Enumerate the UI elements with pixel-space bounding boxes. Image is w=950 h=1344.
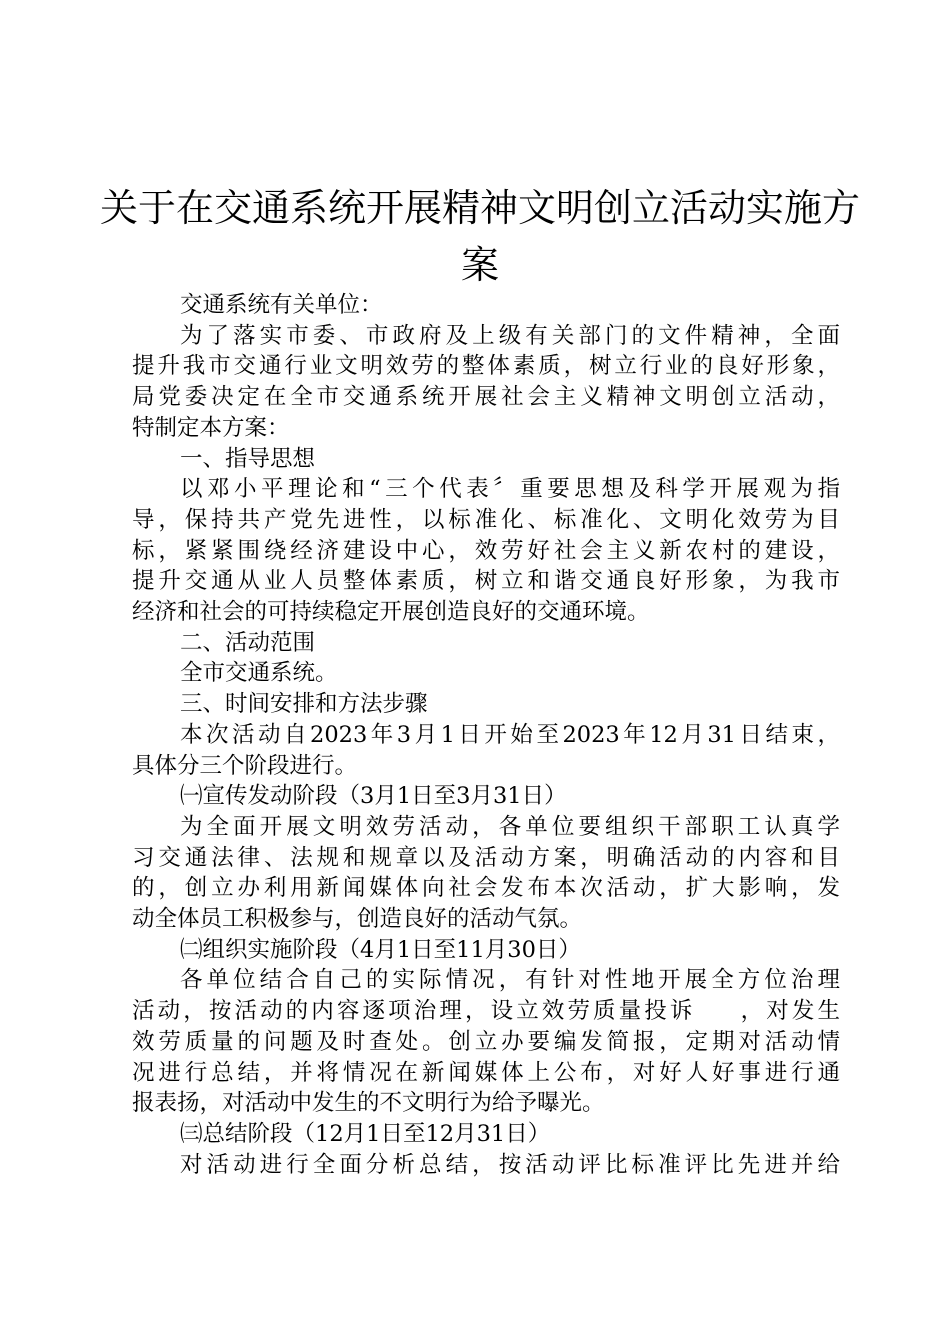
intro-line-3: 局党委决定在全市交通系统开展社会主义精神文明创立活动， — [132, 384, 840, 411]
section1-line-5: 经济和社会的可持续稳定开展创造良好的交通环境。 — [132, 599, 650, 626]
section2-paragraph — [132, 658, 840, 689]
stage3-heading — [132, 1119, 840, 1150]
document-title-line-1: 关于在交通系统开展精神文明创立活动实施方 — [100, 186, 861, 230]
section3-line-1: 本次活动自2023年3月1日开始至2023年12月31日结束， — [180, 721, 840, 748]
salutation-text: 交通系统有关单位： — [180, 292, 383, 318]
section2-heading — [132, 628, 840, 659]
section3-heading — [132, 689, 840, 720]
stage2-heading-text: ㈡组织实施阶段（4月1日至11月30日） — [180, 936, 581, 963]
section1-paragraph — [132, 474, 840, 628]
section2-heading-text: 二、活动范围 — [180, 629, 316, 656]
section1-heading — [132, 444, 840, 475]
stage3-heading-text: ㈢总结阶段（12月1日至12月31日） — [180, 1120, 551, 1147]
stage2-line-5: 报表扬，对活动中发生的不文明行为给予曝光。 — [132, 1090, 605, 1117]
section1-line-1: 以邓小平理论和“三个代表〞重要思想及科学开展观为指 — [180, 476, 840, 503]
salutation — [132, 290, 840, 321]
stage1-line-1: 为全面开展文明效劳活动，各单位要组织干部职工认真学 — [180, 813, 840, 840]
intro-line-1: 为了落实市委、市政府及上级有关部门的文件精神，全面 — [180, 322, 840, 349]
document-title-line-2: 案 — [460, 243, 499, 287]
stage1-line-4: 动全体员工积极参与，创造良好的活动气氛。 — [132, 906, 583, 933]
stage2-line-1: 各单位结合自己的实际情况，有针对性地开展全方位治理 — [180, 967, 840, 994]
stage2-heading — [132, 935, 840, 966]
stage1-heading-text: ㈠宣传发动阶段（3月1日至3月31日） — [180, 783, 567, 810]
section2-text: 全市交通系统。 — [180, 660, 338, 687]
stage2-line-2-part-1: 活动，按活动的内容逐项治理，设立效劳质量投诉 — [132, 998, 696, 1025]
stage1-heading — [132, 781, 840, 812]
stage3-line-1: 对活动进行全面分析总结，按活动评比标准评比先进并给 — [180, 1151, 840, 1178]
section3-paragraph — [132, 720, 840, 781]
intro-line-4: 特制定本方案： — [132, 414, 290, 441]
stage1-line-3: 的，创立办利用新闻媒体向社会发布本次活动，扩大影响，发 — [132, 875, 840, 902]
stage2-line-2 — [132, 996, 840, 1027]
section1-line-3: 标，紧紧围绕经济建设中心，效劳好社会主义新农村的建设， — [132, 537, 840, 564]
stage2-line-3: 效劳质量的问题及时查处。创立办要编发简报，定期对活动情 — [132, 1028, 840, 1055]
stage1-line-2: 习交通法律、法规和规章以及活动方案，明确活动的内容和目 — [132, 844, 840, 871]
section3-heading-text: 三、时间安排和方法步骤 — [180, 691, 428, 718]
stage1-paragraph — [132, 812, 840, 935]
stage3-paragraph — [132, 1150, 840, 1181]
stage2-line-4: 况进行总结，并将情况在新闻媒体上公布，对好人好事进行通 — [132, 1059, 840, 1086]
section1-line-2: 导，保持共产党先进性，以标准化、标准化、文明化效劳为目 — [132, 506, 840, 533]
section3-line-2: 具体分三个阶段进行。 — [132, 752, 358, 779]
stage2-line-2-part-2: ，对发生 — [737, 998, 840, 1025]
intro-line-2: 提升我市交通行业文明效劳的整体素质，树立行业的良好形象， — [132, 353, 840, 380]
intro-paragraph — [132, 321, 840, 444]
section1-line-4: 提升交通从业人员整体素质，树立和谐交通良好形象，为我市 — [132, 568, 840, 595]
stage2-paragraph — [132, 965, 840, 1119]
section1-heading-text: 一、指导思想 — [180, 445, 316, 472]
document-body — [132, 290, 840, 1180]
